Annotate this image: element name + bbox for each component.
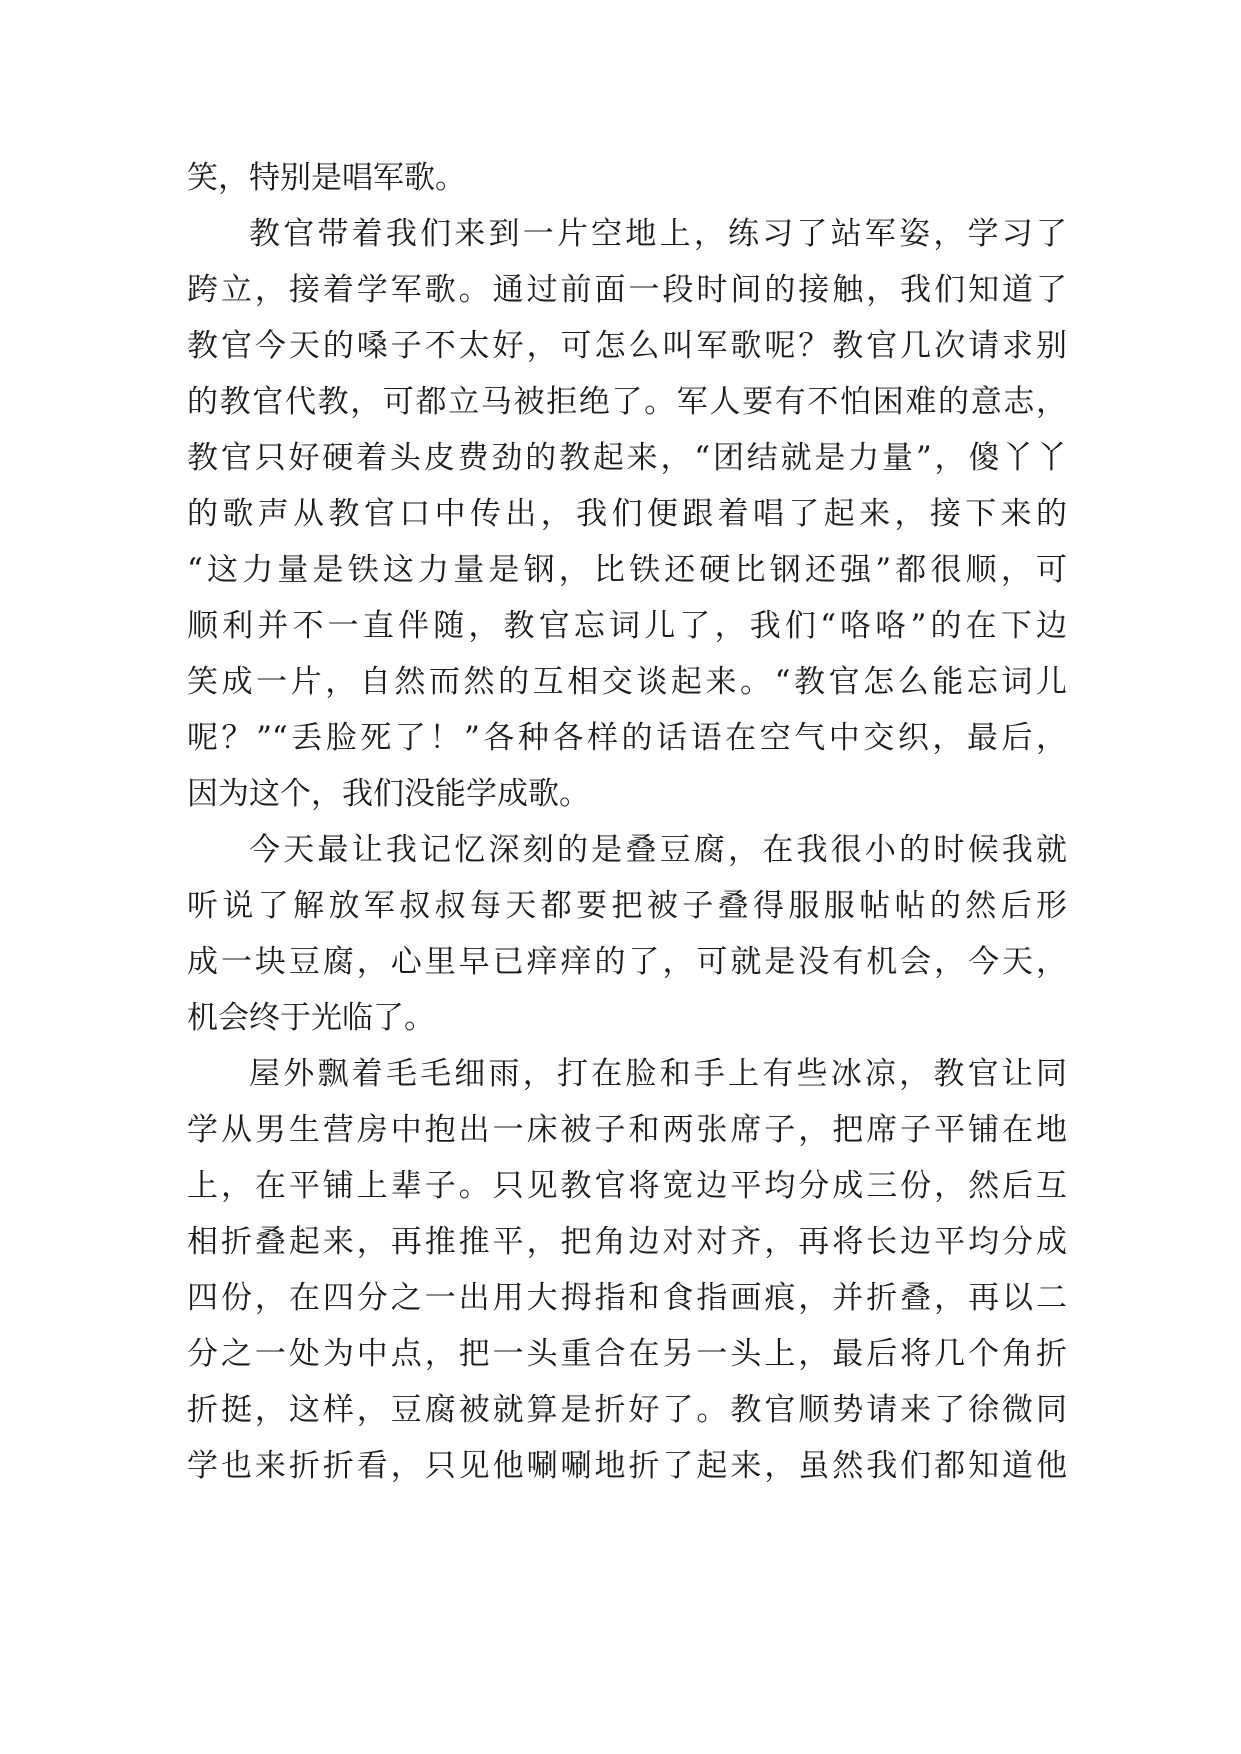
text-line: 机会终于光临了。 [187,1000,435,1036]
text-line: 学也来折折看，只见他唰唰地折了起来，虽然我们都知道他 [187,1448,1067,1484]
text-line: 教官带着我们来到一片空地上，练习了站军姿，学习了 [249,216,1067,252]
body-text [187,150,1067,1494]
text-line: 屋外飘着毛毛细雨，打在脸和手上有些冰凉，教官让同 [249,1056,1067,1092]
text-line: 上，在平铺上辈子。只见教官将宽边平均分成三份，然后互 [187,1168,1067,1204]
text-line: 成一块豆腐，心里早已痒痒的了，可就是没有机会，今天， [187,944,1067,980]
text-line: 因为这个，我们没能学成歌。 [187,776,590,812]
text-line: 的教官代教，可都立马被拒绝了。军人要有不怕困难的意志， [187,384,1067,420]
text-line: 今天最让我记忆深刻的是叠豆腐，在我很小的时候我就 [249,832,1067,868]
text-line: 折挺，这样，豆腐被就算是折好了。教官顺势请来了徐微同 [187,1392,1067,1428]
text-line: 笑，特别是唱军歌。 [187,160,466,196]
text-line: 四份，在四分之一出用大拇指和食指画痕，并折叠，再以二 [187,1280,1067,1316]
text-line: “这力量是铁这力量是钢，比铁还硬比钢还强”都很顺，可 [187,552,1067,588]
text-line: 学从男生营房中抱出一床被子和两张席子，把席子平铺在地 [187,1112,1067,1148]
text-line: 相折叠起来，再推推平，把角边对对齐，再将长边平均分成 [187,1224,1067,1260]
text-line: 教官今天的嗓子不太好，可怎么叫军歌呢？教官几次请求别 [187,328,1067,364]
text-line: 顺利并不一直伴随，教官忘词儿了，我们“咯咯”的在下边 [187,608,1067,644]
text-line: 教官只好硬着头皮费劲的教起来，“团结就是力量”，傻丫丫 [187,440,1067,476]
text-line: 笑成一片，自然而然的互相交谈起来。“教官怎么能忘词儿 [187,664,1067,700]
text-line: 分之一处为中点，把一头重合在另一头上，最后将几个角折 [187,1336,1067,1372]
text-line: 的歌声从教官口中传出，我们便跟着唱了起来，接下来的 [187,496,1067,532]
text-line: 跨立，接着学军歌。通过前面一段时间的接触，我们知道了 [187,272,1067,308]
text-line: 呢？”“丢脸死了！”各种各样的话语在空气中交织，最后， [187,720,1067,756]
text-line: 听说了解放军叔叔每天都要把被子叠得服服帖帖的然后形 [187,888,1067,924]
